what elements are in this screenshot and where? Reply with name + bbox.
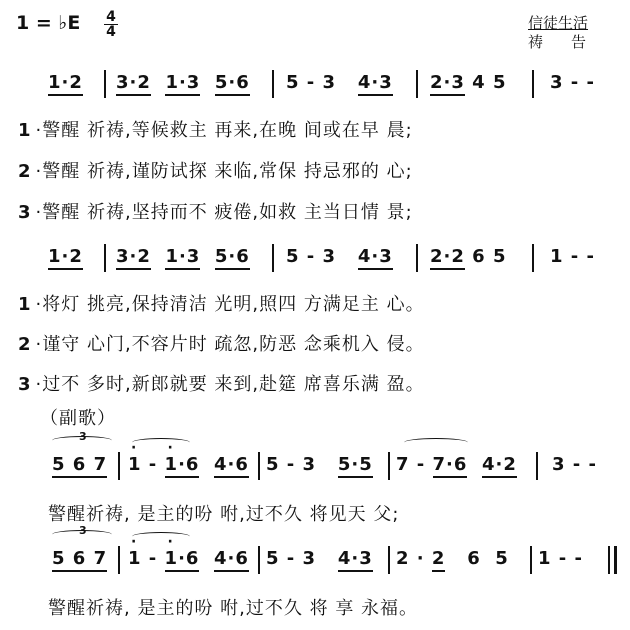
chorus-notation-line-1-measure-4: 7 - 7·6 4·2 xyxy=(396,454,517,475)
chorus-notation-line-2: 5 6 7 xyxy=(52,548,107,569)
chorus-notation-line-1: 5 6 7 xyxy=(52,454,107,475)
source-credit xyxy=(528,14,614,52)
barline xyxy=(272,244,274,272)
barline xyxy=(258,452,260,480)
barline xyxy=(118,546,120,574)
notation-line-2-measure-2: 3·2 1·3 5·6 xyxy=(116,246,250,267)
chorus-notation-line-1-measure-3: 5 - 3 5·5 xyxy=(266,454,373,475)
chorus-notation-line-2-measure-5: 1 - - xyxy=(538,548,583,569)
triplet-mark: 3 xyxy=(79,430,87,443)
barline xyxy=(388,546,390,574)
time-signature-bottom: 4 xyxy=(106,24,116,40)
time-signature xyxy=(104,10,118,39)
chorus-label: （副歌） xyxy=(40,408,116,429)
lyric-verse-1: 1 ·警醒 祈祷,等候救主 再来,在晚 间或在早 晨; xyxy=(18,120,413,141)
time-signature-top: 4 xyxy=(104,10,118,25)
barline xyxy=(104,70,106,98)
chorus-notation-line-2-measure-4: 2 · 2 6 5 xyxy=(396,548,509,569)
barline xyxy=(258,546,260,574)
lyric-verse-2: 2 ·警醒 祈祷,谨防试探 来临,常保 持忌邪的 心; xyxy=(18,161,413,182)
tie-arc xyxy=(132,532,190,541)
final-barline-thin xyxy=(608,546,610,574)
notation-line-1-measure-3: 5 - 3 4·3 xyxy=(286,72,393,93)
barline xyxy=(530,546,532,574)
barline xyxy=(532,244,534,272)
key-signature: 1 = ♭E xyxy=(16,12,81,34)
chorus-notation-line-1-measure-5: 3 - - xyxy=(552,454,597,475)
barline xyxy=(104,244,106,272)
barline xyxy=(272,70,274,98)
barline xyxy=(118,452,120,480)
notation-line-2-measure-4: 2·2 6 5 xyxy=(430,246,506,267)
chorus-notation-line-2-measure-2: · 1 - · 1·6 4·6 xyxy=(128,548,249,569)
triplet-mark: 3 xyxy=(79,524,87,537)
notation-line-1-measure-2: 3·2 1·3 5·6 xyxy=(116,72,250,93)
barline xyxy=(532,70,534,98)
barline xyxy=(536,452,538,480)
notation-line-2-measure-5: 1 - - xyxy=(550,246,595,267)
barline xyxy=(416,244,418,272)
notation-line-1-measure-5: 3 - - xyxy=(550,72,595,93)
lyric-verse-3: 3 ·警醒 祈祷,坚持而不 疲倦,如救 主当日情 景; xyxy=(18,202,413,223)
notation-line-1-measure-4: 2·3 4 5 xyxy=(430,72,506,93)
lyric-verse-1-line-2: 1 ·将灯 挑亮,保持清洁 光明,照四 方满足主 心。 xyxy=(18,294,425,315)
chorus-notation-line-2-measure-3: 5 - 3 4·3 xyxy=(266,548,373,569)
barline xyxy=(416,70,418,98)
source-credit-line1: 信徒生活 xyxy=(528,14,589,32)
tie-arc xyxy=(404,438,468,447)
chorus-lyric-line-1: 警醒祈祷, 是主的吩 咐,过不久 将见天 父; xyxy=(48,504,400,525)
lyric-verse-2-line-2: 2 ·谨守 心门,不容片时 疏忽,防恶 念乘机入 侵。 xyxy=(18,334,425,355)
chorus-lyric-line-2: 警醒祈祷, 是主的吩 咐,过不久 将 享 永福。 xyxy=(48,598,419,619)
lyric-verse-3-line-2: 3 ·过不 多时,新郎就要 来到,赴筵 席喜乐满 盈。 xyxy=(18,374,425,395)
tie-arc xyxy=(132,438,190,447)
final-barline-thick xyxy=(614,546,617,574)
source-credit-line2: 祷告 xyxy=(528,33,615,51)
barline xyxy=(388,452,390,480)
notation-line-2-measure-3: 5 - 3 4·3 xyxy=(286,246,393,267)
notation-line-2: 1·2 xyxy=(48,246,83,267)
notation-line-1: 1·2 xyxy=(48,72,83,93)
chorus-notation-line-1-measure-2: · 1 - · 1·6 4·6 xyxy=(128,454,249,475)
